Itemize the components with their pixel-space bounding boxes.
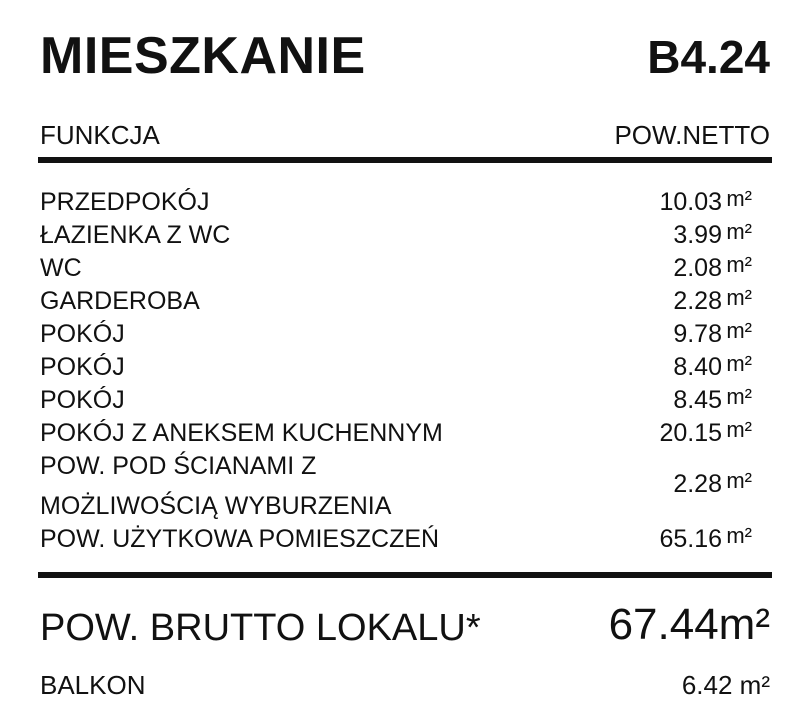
room-label (40, 450, 391, 523)
area-unit: m² (726, 384, 752, 409)
usable-area-value: 65.16 (659, 525, 722, 553)
room-row (40, 351, 770, 384)
room-label: GARDEROBA (40, 287, 200, 315)
gross-area-label: POW. BRUTTO LOKALU* (40, 607, 481, 649)
room-area-value: 2.28 (673, 287, 722, 315)
room-area-value: 2.28 (673, 470, 722, 498)
room-area-value: 20.15 (659, 419, 722, 447)
apartment-title: MIESZKANIE (40, 27, 366, 85)
apartment-code: B4.24 (647, 31, 770, 83)
balcony-label: BALKON (40, 670, 146, 700)
area-unit: m² (726, 285, 752, 310)
room-area-value: 8.45 (673, 386, 722, 414)
room-row (40, 450, 770, 523)
room-label: POKÓJ (40, 320, 125, 348)
room-area-value: 8.40 (673, 353, 722, 381)
room-label-line-1: POW. POD ŚCIANAMI Z (40, 452, 317, 480)
balcony-row (40, 668, 770, 702)
room-label: POKÓJ (40, 386, 125, 414)
room-area-list (40, 186, 770, 556)
room-row (40, 219, 770, 252)
room-area-value: 10.03 (659, 188, 722, 216)
room-label: POKÓJ (40, 353, 125, 381)
room-row (40, 252, 770, 285)
net-area-column-header: POW.NETTO (614, 120, 770, 150)
area-unit: m² (726, 417, 752, 442)
room-area-value: 3.99 (673, 221, 722, 249)
room-row (40, 417, 770, 450)
usable-area-row (40, 523, 770, 556)
gross-area-value: 67.44m² (608, 600, 770, 649)
function-column-header: FUNKCJA (40, 120, 160, 150)
room-row (40, 318, 770, 351)
room-label-line-2: MOŻLIWOŚCIĄ WYBURZENIA (40, 492, 392, 520)
bottom-divider (38, 572, 772, 578)
room-area-value: 9.78 (673, 320, 722, 348)
usable-area-label: POW. UŻYTKOWA POMIESZCZEŃ (40, 525, 440, 553)
gross-area-row (40, 600, 770, 655)
area-unit: m² (726, 468, 752, 493)
balcony-area-value: 6.42 m² (681, 670, 770, 700)
area-unit: m² (726, 186, 752, 211)
room-label: PRZEDPOKÓJ (40, 188, 210, 216)
room-area-value: 2.08 (673, 254, 722, 282)
room-label: POKÓJ Z ANEKSEM KUCHENNYM (40, 419, 443, 447)
area-unit: m² (726, 252, 752, 277)
room-row (40, 186, 770, 219)
area-unit: m² (726, 523, 752, 548)
area-unit: m² (726, 351, 752, 376)
room-row (40, 384, 770, 417)
area-unit: m² (726, 219, 752, 244)
room-label: ŁAZIENKA Z WC (40, 221, 231, 249)
room-row (40, 285, 770, 318)
top-divider (38, 157, 772, 163)
area-unit: m² (726, 318, 752, 343)
room-label: WC (40, 254, 82, 282)
